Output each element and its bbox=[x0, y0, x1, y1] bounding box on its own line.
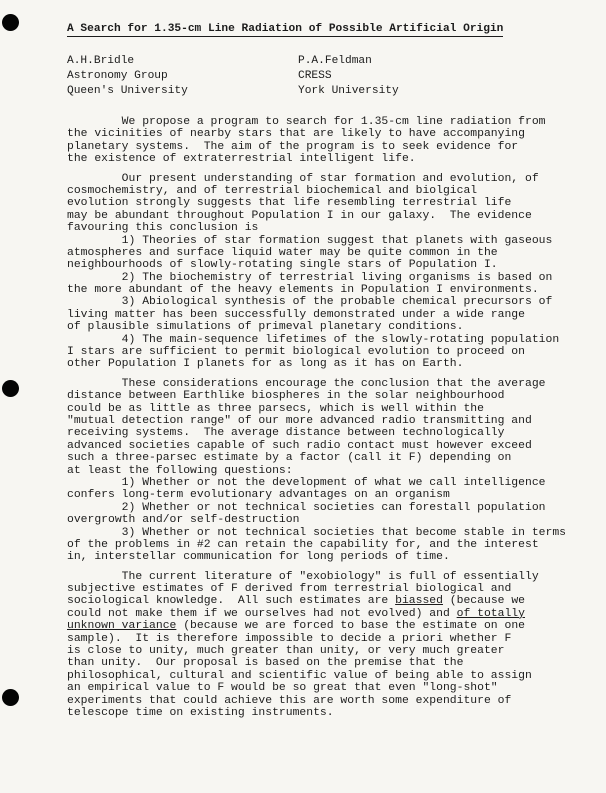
text-line: distance between Earthlike biospheres in the solar neighbourhood bbox=[67, 390, 505, 403]
author-institution: York University bbox=[298, 85, 399, 97]
text-line: could not make them if we ourselves had not evolved) and of totally bbox=[67, 607, 525, 620]
paragraph bbox=[67, 116, 567, 166]
text-line: 3) Whether or not technical societies that become stable in terms bbox=[67, 526, 566, 539]
paragraph bbox=[67, 173, 567, 371]
text-line: favouring this conclusion is bbox=[67, 222, 259, 235]
text-line: other Population I planets for as long as it has on Earth. bbox=[67, 358, 464, 371]
text-line: of the problems in #2 can retain the capability for, and the interest bbox=[67, 538, 539, 551]
document-body bbox=[67, 116, 567, 719]
text-line: overgrowth and/or self-destruction bbox=[67, 514, 300, 527]
text-line: 3) Abiological synthesis of the probable chemical precursors of bbox=[67, 296, 553, 309]
text-line: evolution strongly suggests that life resembling terrestrial life bbox=[67, 197, 512, 210]
text-line: cosmochemistry, and of terrestrial biochemical and biolgical bbox=[67, 184, 478, 197]
punch-hole bbox=[2, 380, 19, 397]
text-line: such a three-parsec estimate by a factor (call it F) depending on bbox=[67, 452, 512, 465]
paragraph bbox=[67, 571, 567, 720]
text-line: could be as little as three parsecs, which is well within the bbox=[67, 402, 484, 415]
text-line: in, interstellar communication for long periods of time. bbox=[67, 551, 450, 564]
text-line: atmospheres and surface liquid water may be quite common in the bbox=[67, 246, 498, 259]
text-line: philosophical, cultural and scientific value of being able to assign bbox=[67, 669, 532, 682]
text-line: 1) Theories of star formation suggest that planets with gaseous bbox=[67, 234, 553, 247]
text-line: the existence of extraterrestrial intelligent life. bbox=[67, 153, 416, 166]
text-line: the more abundant of the heavy elements in Population I environments. bbox=[67, 284, 539, 297]
text-line: sociological knowledge. All such estimates are biassed (because we bbox=[67, 595, 525, 608]
author-name: A.H.Bridle bbox=[67, 55, 135, 67]
author-group: Astronomy Group bbox=[67, 70, 168, 82]
text-line: I stars are sufficient to permit biological evolution to proceed on bbox=[67, 346, 525, 359]
text-line: unknown variance (because we are forced to base the estimate on one bbox=[67, 620, 525, 633]
text-line: telescope time on existing instruments. bbox=[67, 706, 334, 719]
text-line: 1) Whether or not the development of what we call intelligence bbox=[67, 476, 546, 489]
text-line: 4) The main-sequence lifetimes of the slowly-rotating population bbox=[67, 333, 560, 346]
paragraph-gap bbox=[67, 166, 567, 173]
text-line: experiments that could achieve this are worth some expenditure of bbox=[67, 694, 512, 707]
text-line: at least the following questions: bbox=[67, 464, 293, 477]
author-block-right bbox=[298, 54, 399, 99]
underlined-text: unknown variance bbox=[67, 620, 177, 633]
text-line: These considerations encourage the conclusion that the average bbox=[67, 377, 546, 390]
text-line: subjective estimates of F derived from terrestrial biological and bbox=[67, 583, 512, 596]
punch-hole bbox=[2, 689, 19, 706]
document-title: A Search for 1.35-cm Line Radiation of Possible Artificial Origin bbox=[67, 23, 504, 35]
text-line: The current literature of "exobiology" is full of essentially bbox=[67, 570, 539, 583]
text-line: 2) The biochemistry of terrestrial living organisms is based on bbox=[67, 271, 553, 284]
text-line: than unity. Our proposal is based on the premise that the bbox=[67, 657, 464, 670]
text-line: planetary systems. The aim of the program is to seek evidence for bbox=[67, 140, 519, 153]
text-line: We propose a program to search for 1.35-cm line radiation from bbox=[67, 116, 546, 128]
paragraph-gap bbox=[67, 564, 567, 571]
text-line: neighbourhoods of slowly-rotating single stars of Population I. bbox=[67, 259, 498, 272]
paragraph bbox=[67, 378, 567, 564]
text-line: receiving systems. The average distance between technologically bbox=[67, 427, 505, 440]
paragraph-gap bbox=[67, 371, 567, 378]
text-line: sample). It is therefore impossible to decide a priori whether F bbox=[67, 632, 512, 645]
text-line: living matter has been successfully demonstrated under a wide range bbox=[67, 308, 525, 321]
text-line: the vicinities of nearby stars that are likely to have accompanying bbox=[67, 128, 525, 141]
underlined-text: of totally bbox=[456, 607, 525, 620]
text-line: is close to unity, much greater than unity, or very much greater bbox=[67, 645, 505, 658]
author-institution: Queen's University bbox=[67, 85, 188, 97]
text-line: "mutual detection range" of our more advanced radio transmitting and bbox=[67, 414, 532, 427]
text-line: 2) Whether or not technical societies can forestall population bbox=[67, 501, 546, 514]
author-block-left bbox=[67, 54, 188, 99]
text-line: of plausible simulations of primeval planetary conditions. bbox=[67, 321, 464, 334]
text-line: advanced societies capable of such radio contact must however exceed bbox=[67, 439, 532, 452]
text-line: confers long-term evolutionary advantages on an organism bbox=[67, 489, 450, 502]
text-line: Our present understanding of star formation and evolution, of bbox=[67, 172, 539, 185]
text-line: an empirical value to F would be so great that even "long-shot" bbox=[67, 682, 498, 695]
punch-hole bbox=[2, 14, 19, 31]
author-group: CRESS bbox=[298, 70, 332, 82]
underlined-text: biassed bbox=[395, 595, 443, 608]
text-line: may be abundant throughout Population I in our galaxy. The evidence bbox=[67, 209, 532, 222]
author-name: P.A.Feldman bbox=[298, 55, 372, 67]
